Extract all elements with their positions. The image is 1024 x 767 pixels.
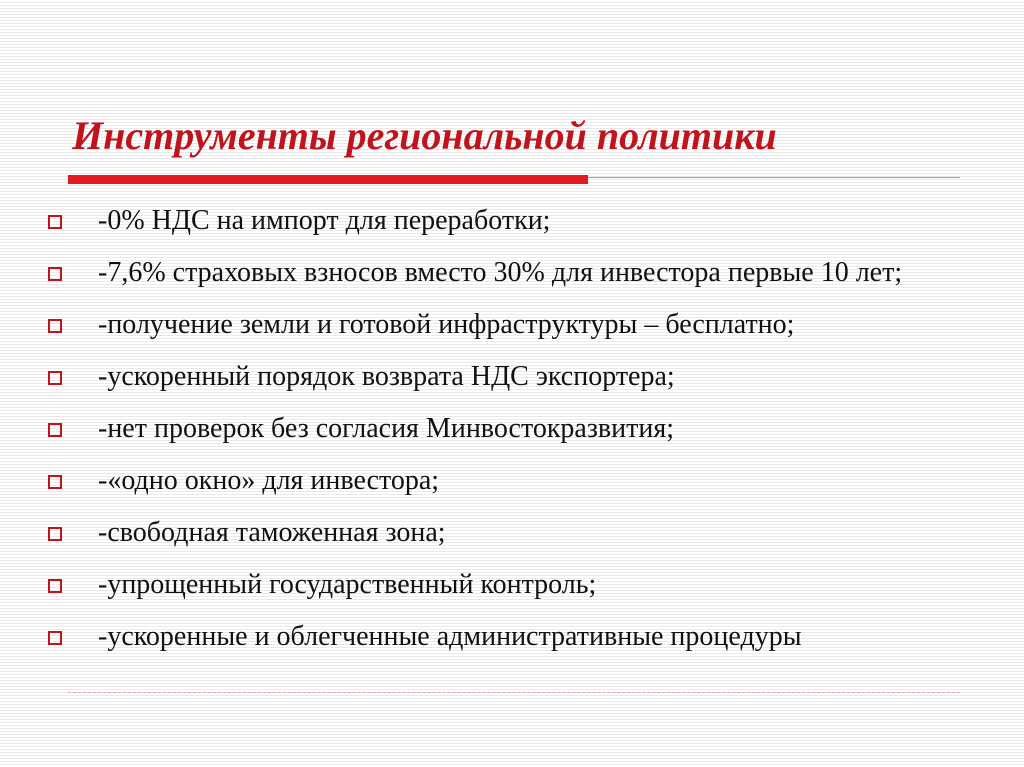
bullet-text: -получение земли и готовой инфраструктуры – бесплатно; (98, 309, 795, 340)
hollow-square-bullet-icon (48, 631, 62, 645)
bullet-text: -7,6% страховых взносов вместо 30% для инвестора первые 10 лет; (98, 257, 903, 288)
bullet-item (44, 202, 984, 240)
bullet-item (44, 358, 984, 396)
bullet-text: -свободная таможенная зона; (98, 517, 446, 548)
hollow-square-bullet-icon (48, 527, 62, 541)
bullet-text: -ускоренные и облегченные административные процедуры (98, 621, 802, 652)
bullet-item (44, 254, 984, 292)
hollow-square-bullet-icon (48, 215, 62, 229)
bullet-text: -ускоренный порядок возврата НДС экспортера; (98, 361, 675, 392)
title-underline-thin (588, 177, 960, 178)
bullet-item (44, 566, 984, 604)
bullet-item (44, 462, 984, 500)
bullet-item (44, 410, 984, 448)
footer-divider (68, 692, 960, 693)
bullet-item (44, 306, 984, 344)
bullet-item (44, 618, 984, 656)
bullet-text: -«одно окно» для инвестора; (98, 465, 440, 496)
hollow-square-bullet-icon (48, 319, 62, 333)
hollow-square-bullet-icon (48, 579, 62, 593)
slide-title: Инструменты региональной политики (72, 113, 777, 158)
bullet-item (44, 514, 984, 552)
hollow-square-bullet-icon (48, 371, 62, 385)
bullet-text: -0% НДС на импорт для переработки; (98, 205, 551, 236)
hollow-square-bullet-icon (48, 475, 62, 489)
bullet-text: -нет проверок без согласия Минвостокразвития; (98, 413, 674, 444)
bullet-list (44, 202, 984, 670)
bullet-text: -упрощенный государственный контроль; (98, 569, 597, 600)
hollow-square-bullet-icon (48, 423, 62, 437)
hollow-square-bullet-icon (48, 267, 62, 281)
title-underline-thick (68, 175, 588, 184)
